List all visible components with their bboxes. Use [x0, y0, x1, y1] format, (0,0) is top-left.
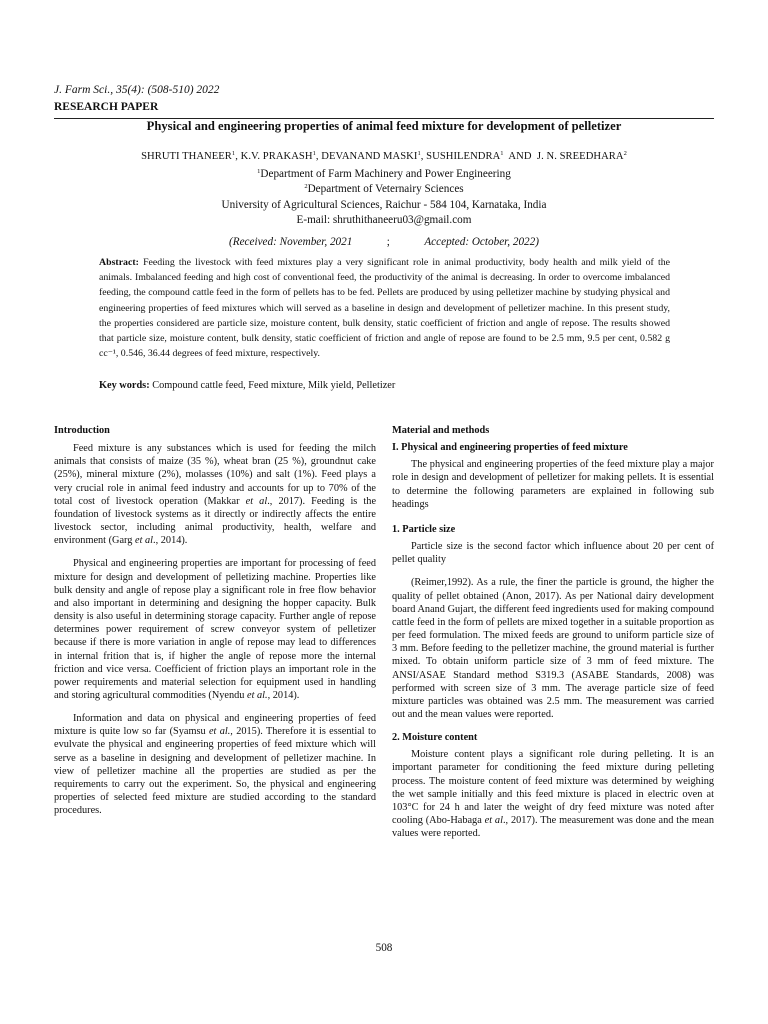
- affiliation-mark: 2: [304, 183, 308, 190]
- accepted-date: Accepted: October, 2022): [424, 236, 539, 248]
- university: University of Agricultural Sciences, Raichur - 584 104, Karnataka, India: [221, 199, 547, 211]
- author-name: DEVANAND MASKI: [321, 151, 418, 162]
- received-accepted-dates: [54, 236, 714, 248]
- author-list: SHRUTI THANEER$^1$, K.V. PRAKASH$^1$, DEVANAND MASKI$^1$, SUSHILENDRA$^1$ AND J. N. SREEDHARA$^2$: [141, 150, 627, 162]
- particle-size-paragraph-1: Particle size is the second factor which influence about 20 per cent of pellet quality: [392, 541, 714, 566]
- affiliation-mark: 1: [257, 168, 261, 175]
- intro-paragraph-2: Physical and engineering properties are important for processing of feed mixture for design and development of pelletizing machine. Properties like bulk density and angle of repose play a significant role in free flow behavior and also important in determining and designing the hopper capacity. Bulk density is also useful in determining storage capacity. Further angle of repose determines power requirement of screw conveyor system of pelletizer because if there is more variation in angle of repose may lead to differences in internal frition that is, if higher the angle of repose more the internal friction and vice versa. Coefficient of friction plays an important role in the power requirements and material selection for equipment used in handling and storing agricultural commodities (Nyendu et al., 2014).: [54, 558, 376, 701]
- author-affiliation-mark: 2: [623, 150, 627, 157]
- author-name: SUSHILENDRA: [426, 151, 501, 162]
- left-column: [54, 424, 376, 817]
- author-name: SHRUTI THANEER: [141, 151, 232, 162]
- author-name: J. N. SREEDHARA: [536, 151, 624, 162]
- section-heading-introduction: Introduction: [54, 425, 110, 436]
- particle-size-paragraph-2: (Reimer,1992). As a rule, the finer the particle is ground, the higher the quality of pellet obtained (Anon, 2017). As per National dairy development board Anand Gujart, the different feed ingredients used for making compound cattle feed in the form of pellets are mixed together in a suitable proportion as per feed formulation. The mixed feeds are ground to uniform particle size of 3 mm. Before feeding to the pelletizer machine, the ground material is further mixed. To obtain uniform particle size of 3 mm of feed mixture. The ANSI/ASAE Standard method S319.3 (ASABE Standards, 2008) was performed with screen size of 3 mm. The average particle size of feed mixture particles was obtained was 2.5 mm. The measurement was carried out and the mean values were reported.: [392, 577, 714, 720]
- keywords-label: Key words:: [99, 380, 150, 391]
- journal-citation: J. Farm Sci., 35(4): (508-510) 2022: [54, 84, 220, 96]
- affiliation-text: Department of Farm Machinery and Power Engineering: [260, 168, 511, 180]
- right-column: [392, 424, 714, 840]
- affiliation-2: [54, 183, 714, 195]
- keywords-text: Compound cattle feed, Feed mixture, Milk yield, Pelletizer: [152, 380, 396, 391]
- author-affiliation-mark: 1: [312, 150, 316, 157]
- intro-paragraph-3: Information and data on physical and engineering properties of feed mixture is quite low so far (Syamsu et al., 2015). Therefore it is essential to evulvate the physical and engineering properties of feed mixture which will serve as a baseline in designing and development of pelletizer machine. In view of pelletizer machine all the properties are studied as per the requirements to carry out the experiment. So, the physical and engineering properties of selected feed mixture are studied according to the standard procedures.: [54, 713, 376, 817]
- date-separator: ;: [386, 236, 390, 248]
- paper-title: Physical and engineering properties of animal feed mixture for development of pelletizer: [146, 119, 622, 133]
- abstract-label: Abstract:: [99, 257, 139, 268]
- abstract: [99, 255, 670, 361]
- affiliation-1: [54, 168, 714, 180]
- methods-intro-paragraph: The physical and engineering properties of the feed mixture play a major role in design and development of pelletizer for making pellets. It is essential to determine the following parameters are explained in following sub headings: [392, 459, 714, 510]
- intro-paragraph-1: Feed mixture is any substances which is used for feeding the milch animals that consists of maize (35 %), wheat bran (25 %), groundnut cake (25%), mineral mixture (2%), molasses (10%) and salt (1%). Feed plays a very crucial role in animal feed industry and accounts for up to 70% of the total cost of livestock operation (Makkar et al., 2017). Feeding is the foundation of livestock systems as it directly or indirectly affects the entire livestock sector, including animal productivity, health, welfare and environment (Garg et al., 2014).: [54, 443, 377, 547]
- email: E-mail: shruthithaneeru03@gmail.com: [296, 214, 472, 226]
- author-affiliation-mark: 1: [231, 150, 236, 157]
- author-name: K.V. PRAKASH: [240, 151, 313, 162]
- subsection-heading-properties: I. Physical and engineering properties of feed mixture: [392, 442, 628, 454]
- received-date: (Received: November, 2021: [229, 236, 353, 248]
- subsection-heading-moisture: 2. Moisture content: [392, 732, 478, 744]
- article-type: RESEARCH PAPER: [54, 101, 159, 113]
- keywords: [99, 380, 670, 391]
- page-number: 508: [375, 942, 393, 954]
- section-heading-methods: Material and methods: [392, 425, 490, 436]
- abstract-text: Feeding the livestock with feed mixtures play a very significant role in animal productivity, body health and milk yield of the animals. Imbalanced feeding and high cost of conventional feed, the productivity of the animal is decreasing. In order to overcome imbalanced feeding, the compound cattle feed in the form of pellets has to be fed. Pellets are produced by using pelletizer machine by studying physical and engineering properties of feed mixtures which will served as a baseline in design and development of pelletizer machine. In this present study, the properties considered are particle size, moisture content, bulk density, static coefficient of friction and angle of repose. The results showed that particle size, moisture content, bulk density, static coefficient of friction and angle of repose are found to be 2.5 mm, 9.5 per cent, 0.582 g cc⁻¹, 0.546, 36.44 degrees of feed mixture, respectively.: [99, 257, 670, 360]
- author-affiliation-mark: 1: [417, 150, 421, 157]
- moisture-paragraph: Moisture content plays a significant role during pelleting. It is an important parameter for conditioning the feed mixture during pelleting process. The moisture content of feed mixture was determined by weighing the wet sample initially and this feed mixture is placed in electric oven at 103°C for 24 h and later the weight of dry feed mixture was noted after cooling (Abo-Habaga et al., 2017). The measurement was done and the mean values were reported.: [392, 749, 714, 840]
- affiliation-text: Department of Veternairy Sciences: [307, 183, 464, 195]
- author-affiliation-mark: 1: [500, 150, 504, 157]
- subsection-heading-particle-size: 1. Particle size: [392, 523, 456, 535]
